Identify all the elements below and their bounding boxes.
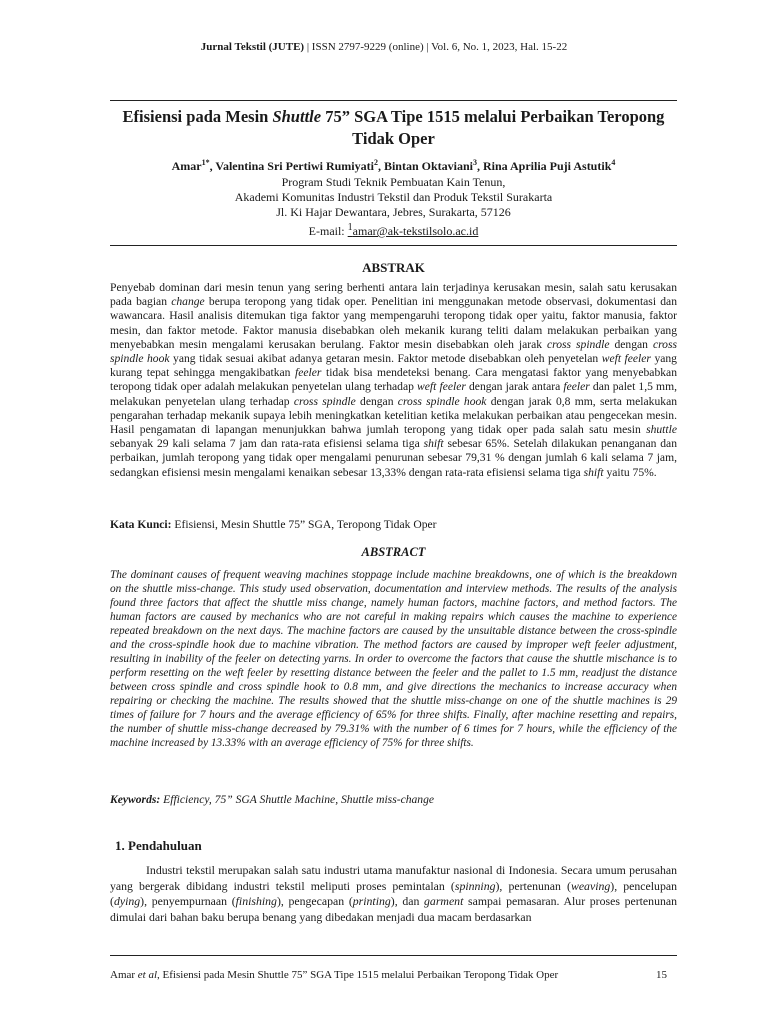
abstrak-heading: ABSTRAK	[362, 260, 425, 275]
keywords-label: Keywords:	[110, 793, 161, 806]
email-sup: 1	[347, 222, 353, 233]
intro-paragraph: Industri tekstil merupakan salah satu industri utama manufaktur nasional di Indonesia. Secara umum perusahan yang bergerak dibidang industri tekstil meliputi proses pemintalan (spinning), pertenunan (weaving), pencelupan (dying), penyempurnaan (finishing), pengecapan (printing), dan garment sampai pemasaran. Alur proses pertenunan dimulai dari bahan baku berupa benang yang dibedakan menjadi dua macam berdasarkan	[110, 863, 678, 924]
affiliation-line-2: Akademi Komunitas Industri Tekstil dan Produk Tekstil Surakarta	[234, 190, 553, 204]
author-list	[110, 158, 677, 174]
affiliation-line-3: Jl. Ki Hajar Dewantara, Jebres, Surakarta, 57126	[276, 205, 511, 219]
journal-name: Jurnal Tekstil (JUTE)	[200, 41, 305, 53]
paper-title	[110, 106, 677, 150]
abstract-heading: ABSTRACT	[361, 545, 426, 559]
email-link[interactable]	[348, 224, 479, 238]
email-line	[110, 220, 677, 239]
section-heading-pendahuluan: 1. Pendahuluan	[115, 838, 202, 853]
author-4: , Rina Aprilia Puji Astutik	[477, 159, 612, 173]
author-3-sup: 3	[473, 158, 477, 167]
mid-rule	[110, 245, 677, 246]
keywords	[110, 793, 677, 806]
running-header	[0, 41, 768, 53]
page-number: 15	[656, 969, 667, 981]
kata-kunci-text: Efisiensi, Mesin Shuttle 75” SGA, Teropong Tidak Oper	[171, 518, 437, 531]
footer-rule	[110, 955, 677, 956]
author-2-sup: 2	[373, 158, 378, 167]
page-footer	[110, 969, 677, 981]
abstract-body: The dominant causes of frequent weaving machines stoppage include machine breakdowns, one of which is the breakdown on the shuttle miss-change. This study used observation, documentation and interview methods. The results of the analysis found three factors that affect the shuttle miss change, namely human factors, machine factors, and method factors. The human factors are caused by mechanics who are not careful in making repairs which causes the machine to experience repeated breakdown on the next days. The machine factors are caused by the unsuitable distance between the cross-spindle and the cross-spindle hook due to machine vibration. The method factors are caused by improper weft feeler adjustment, resulting in inability of the feeler on detecting yarns. In order to overcome the factors that cause the shuttle mischance is to perform resetting on the weft feeler by resetting distance between the feeler and the pallet to 1.5 mm, readjust the distance between cross spindle and cross spindle hook to 0.8 mm, and give directions the mechanics to increase accuracy when repairing or checking the machine. The results showed that the shuttle miss-change on one of the shuttle machines is 29 times of failure for 7 hours and the average efficiency of 65% for three shifts. Finally, after machine resetting and repairs, the number of shuttle miss-change decreased by 79.31% with the number of 6 times for 7 hours, while the efficiency of the machine increased by 13.33% with an average efficiency of 75% for three shifts.	[110, 569, 677, 749]
author-1-sup: 1*	[201, 158, 210, 167]
author-4-sup: 4	[611, 158, 616, 167]
journal-details: | ISSN 2797-9229 (online) | Vol. 6, No. 1, 2023, Hal. 15-22	[304, 41, 568, 53]
author-1: Amar	[171, 159, 202, 173]
top-rule	[110, 100, 677, 101]
author-3: , Bintan Oktaviani	[377, 159, 473, 173]
abstrak-body: Penyebab dominan dari mesin tenun yang sering berhenti antara lain terjadinya kerusakan mesin, salah satu kerusakan pada bagian change berupa teropong yang tidak oper. Penelitian ini menggunakan metode observasi, dokumentasi dan wawancara. Hasil analisis ditemukan tiga faktor yang mempengaruhi teropong tidak oper yaitu, faktor manusia, faktor mesin, dan faktor metode. Faktor manusia disebabkan oleh mekanik kurang teliti dalam melakukan perbaikan yang menyebabkan mesin mengalami kerusakan berulang. Faktor mesin disebabkan oleh jarak cross spindle dengan cross spindle hook yang tidak sesuai akibat adanya getaran mesin. Faktor metode disebabkan oleh penyetelan weft feeler yang kurang tepat sehingga mengakibatkan feeler tidak bisa mendeteksi benang. Cara mengatasi faktor yang menyebabkan teropong tidak oper adalah melakukan penyetelan ulang terhadap weft feeler dengan jarak antara feeler dan palet 1,5 mm, melakukan penyetelan ulang terhadap cross spindle dengan cross spindle hook dengan jarak 0,8 mm, serta melakukan pengarahan terhadap mekanik supaya lebih meningkatkan ketelitian ketika melakukan perbaikan atau pengecekan mesin. Hasil pengamatan di lapangan menunjukkan bahwa jumlah teropong yang tidak oper pada salah satu mesin shuttle sebanyak 29 kali selama 7 jam dan rata-rata efisiensi selama tiga shift sebesar 65%. Setelah dilakukan penanganan dan perbaikan, jumlah teropong yang tidak oper mengalami penurunan sebesar 79,31 % dengan jumlah 6 kali selama 7 jam, sedangkan efisiensi mesin mengalami kenaikan sebesar 13,33% dengan rata-rata efisiensi selama tiga shift yaitu 75%.	[110, 281, 678, 479]
footer-citation: Amar et al, Efisiensi pada Mesin Shuttle 75” SGA Tipe 1515 melalui Perbaikan Teropong Tidak Oper	[110, 969, 559, 981]
kata-kunci	[110, 518, 677, 531]
affiliation-line-1: Program Studi Teknik Pembuatan Kain Tenun,	[281, 175, 506, 189]
title-part-1: Efisiensi pada Mesin	[122, 107, 273, 126]
email-label: E-mail:	[308, 224, 348, 238]
email-address: amar@ak-tekstilsolo.ac.id	[352, 224, 479, 238]
title-italic: Shuttle	[272, 107, 322, 126]
title-part-2: 75” SGA Tipe 1515 melalui Perbaikan Teropong Tidak Oper	[321, 107, 665, 148]
kata-kunci-label: Kata Kunci:	[110, 518, 172, 531]
author-2: , Valentina Sri Pertiwi Rumiyati	[209, 159, 374, 173]
keywords-text: Efficiency, 75” SGA Shuttle Machine, Shuttle miss-change	[160, 793, 435, 806]
